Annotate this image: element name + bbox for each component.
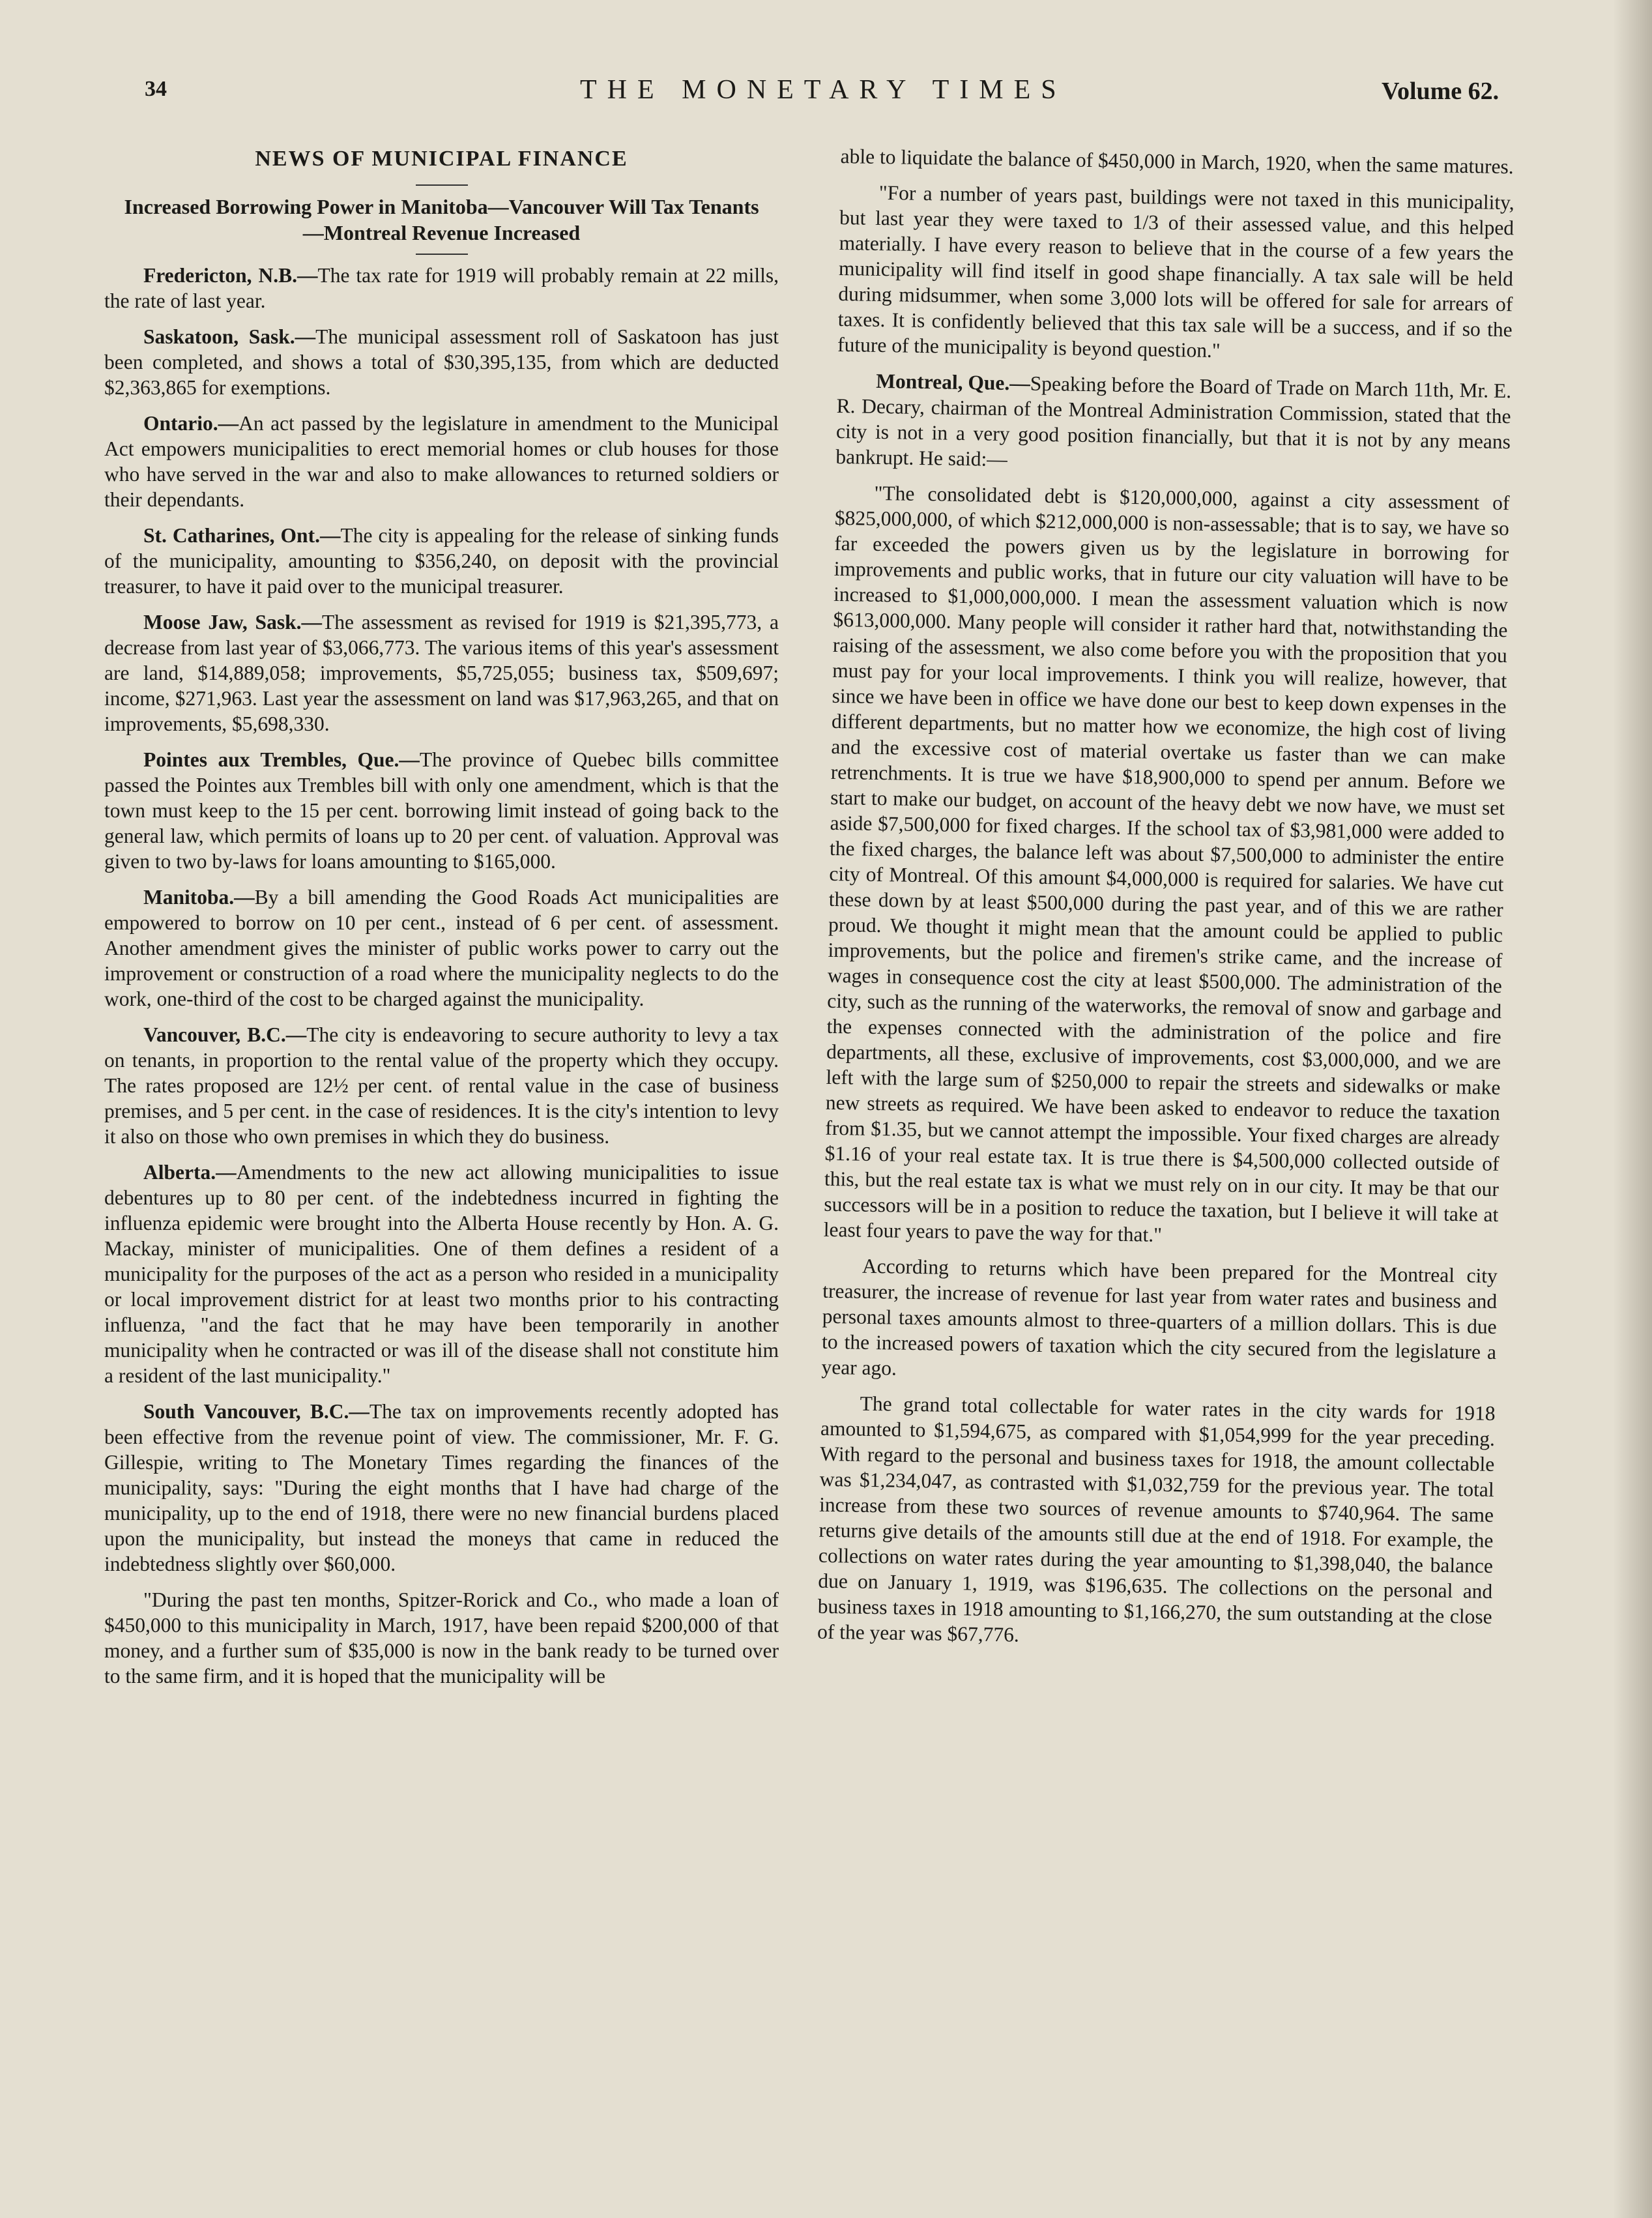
paragraph-text: Amendments to the new act allowing municipalities to issue debentures up to 80 per cent. of the indebtedness incurred in fighting the influenza epidemic were brought into the Alberta House recently by Hon. A. G. Mackay, minister of municipalities. One of them defines a resident of a municipality for the purposes of the act as a person who resided in a municipality or local improvement district for at least two months prior to his contracting influenza, "and the fact that he may have been temporarily in another municipality when he contracted or was ill of the disease shall not constitute him a resident of the last municipality." xyxy=(104,1161,779,1387)
place-heading: Fredericton, N.B.— xyxy=(143,264,318,287)
place-heading: Saskatoon, Sask.— xyxy=(143,325,316,348)
subtitle-divider xyxy=(416,254,468,255)
paragraph xyxy=(104,324,779,400)
place-heading: Ontario.— xyxy=(143,412,239,435)
paragraph-text: The municipal assessment roll of Saskatoon has just been completed, and shows a total of $30,395,135, from which are deducted $2,363,865 for exemptions. xyxy=(104,325,779,399)
place-heading: South Vancouver, B.C.— xyxy=(143,1400,370,1423)
place-heading: Manitoba.— xyxy=(143,886,255,909)
place-heading: Vancouver, B.C.— xyxy=(143,1023,307,1046)
paragraph-text: Speaking before the Board of Trade on March 11th, Mr. E. R. Decary, chairman of the Montreal Administration Commission, stated that the city is not in a very good position financially, but that it is not by any means bankrupt. He said:— xyxy=(835,372,1512,471)
paragraph-text: According to returns which have been prepared for the Montreal city treasurer, the increase of revenue for last year from water rates and business and personal taxes amounts almost to three-quarters of a million dollars. This is due to the increased powers of taxation which the city secured from the legislature a year ago. xyxy=(821,1254,1498,1380)
paragraph xyxy=(104,523,779,599)
article-subtitle: Increased Borrowing Power in Manitoba—Vancouver Will Tax Tenants—Montreal Revenue Increased xyxy=(124,195,759,244)
paragraph xyxy=(840,143,1514,179)
paragraph xyxy=(824,480,1510,1253)
paragraph xyxy=(817,1390,1496,1655)
page-number: 34 xyxy=(145,77,167,101)
paragraph xyxy=(835,368,1511,480)
paragraph xyxy=(104,1160,779,1388)
paragraph-text: The assessment as revised for 1919 is $21,395,773, a decrease from last year of $3,066,773. The various items of this year's assessment are land, $14,889,058; improvements, $5,725,055; business tax, $509,697; income, $271,963. Last year the assessment on land was $17,963,265, and that on improvements, $5,698,330. xyxy=(104,611,779,735)
paragraph-text: The city is endeavoring to secure authority to levy a tax on tenants, in proportion to the rental value of the property which they occupy. The rates proposed are 12½ per cent. of rental value in the case of business premises, and 5 per cent. in the case of residences. It is the city's intention to levy it also on those who own premises in which they do business. xyxy=(104,1023,779,1148)
paragraph xyxy=(104,747,779,874)
place-heading: Alberta.— xyxy=(143,1161,237,1184)
left-paragraphs xyxy=(104,263,779,1689)
paragraph-text: The province of Quebec bills committee passed the Pointes aux Trembles bill with only one amendment, which is that the town must keep to the 15 per cent. borrowing limit instead of going back to the general law, which permits of loans up to 20 per cent. of valuation. Approval was given to two by-laws for loans amounting to $165,000. xyxy=(104,748,779,873)
paragraph xyxy=(104,609,779,737)
paragraph-text: The tax rate for 1919 will probably remain at 22 mills, the rate of last year. xyxy=(104,264,779,312)
paragraph-text: An act passed by the legislature in amendment to the Municipal Act empowers municipalities to erect memorial homes or club houses for those who have served in the war and also to make allowances to returned soldiers or their dependants. xyxy=(104,412,779,511)
title-divider xyxy=(416,184,468,186)
paragraph xyxy=(104,411,779,512)
right-column xyxy=(817,143,1515,1665)
paragraph-text: The tax on improvements recently adopted has been effective from the revenue point of view. The commissioner, Mr. F. G. Gillespie, writing to The Monetary Times regarding the finances of the municipality, says: "During the eight months that I have had charge of the municipality, up to the end of 1918, there were no new financial burdens placed upon the municipality, but instead the moneys that came in reduced the indebtedness slightly over $60,000. xyxy=(104,1400,779,1575)
masthead: THE MONETARY TIMES xyxy=(580,75,1067,105)
paragraph xyxy=(104,884,779,1012)
volume-label: Volume 62. xyxy=(1382,78,1500,105)
paragraph xyxy=(104,1587,779,1689)
place-heading: Pointes aux Trembles, Que.— xyxy=(143,748,420,771)
paragraph xyxy=(821,1253,1498,1390)
paragraph xyxy=(837,179,1514,368)
place-heading: Montreal, Que.— xyxy=(876,369,1031,395)
right-paragraphs xyxy=(817,143,1515,1655)
paragraph-text: able to liquidate the balance of $450,000 in March, 1920, when the same matures. xyxy=(840,144,1514,179)
paragraph xyxy=(104,1399,779,1577)
paragraph-text: The city is appealing for the release of sinking funds of the municipality, amounting to $356,240, on deposit with the provincial treasurer, to have it paid over to the municipal treasurer. xyxy=(104,524,779,598)
paragraph-text: "The consolidated debt is $120,000,000, against a city assessment of $825,000,000, of which $212,000,000 is non-assessable; that is to say, we have so far exceeded the powers given us by the legislature in borrowing for improvements and public works, that in future our city valuation will have to be increased to $1,000,000,000. I mean the assessment valuation which is now $613,000,000. Many people will consider it rather hard that, notwithstanding the raising of the assessment, we also come before you with the proposition that you must pay for your local improvements. I think you will realize, however, that since we have been in office we have done our best to keep down expenses in the different departments, but no matter how we economize, the high cost of living and the excessive cost of material overtake us faster than we can make retrenchments. It is true we have $18,900,000 to spend per annum. Before we start to make our budget, on account of the heavy debt we now have, we must set aside $7,500,000 for fixed charges. If the school tax of $3,981,000 were added to the fixed charges, the balance left was about $7,500,000 to administer the entire city of Montreal. Of this amount $4,000,000 is required for salaries. We have cut these down by at least $500,000 during the past year, and of this we are rather proud. We thought it might mean that the amount could be applied to public improvements, but the police and firemen's strike came, and the increase of wages in consequence cost the city at least $500,000. The administration of the city, such as the running of the waterworks, the removal of snow and garbage and the expenses connected with the administration of the police and fire departments, all these, exclusive of improvements, cost $3,000,000, and we are left with the large sum of $250,000 to repair the streets and sidewalks or make new streets as required. We have been asked to endeavor to reduce the taxation from $1.35, but we cannot attempt the impossible. Your fixed charges are already $1.16 of your real estate tax. It is true there is $4,500,000 collected outside of this, but the real estate tax is what we must rely on in our city. It may be that our successors will be in a position to reduce the taxation, but I believe it will take at least four years to pave the way for that." xyxy=(823,481,1510,1246)
paragraph-text: "For a number of years past, buildings were not taxed in this municipality, but last year they were taxed to 1/3 of their assessed value, and this helped materially. I have every reason to believe that in the course of a few years the municipality will find itself in good shape financially. A tax sale will be held during midsummer, when some 3,000 lots will be offered for sale for arrears of taxes. It is confidently believed that this tax sale will be a success, and if so the future of the municipality is beyond question." xyxy=(837,181,1514,362)
place-heading: Moose Jaw, Sask.— xyxy=(143,611,322,634)
paragraph xyxy=(104,1022,779,1149)
place-heading: St. Catharines, Ont.— xyxy=(143,524,341,547)
paragraph xyxy=(104,263,779,314)
paragraph-text: By a bill amending the Good Roads Act municipalities are empowered to borrow on 10 per cent., instead of 6 per cent. of assessment. Another amendment gives the minister of public works power to carry out the improvement or construction of a road where the municipality neglects to do the work, one-third of the cost to be charged against the municipality. xyxy=(104,886,779,1010)
left-column xyxy=(104,143,779,1699)
paragraph-text: "During the past ten months, Spitzer-Rorick and Co., who made a loan of $450,000 to this municipality in March, 1917, have been repaid $200,000 of that money, and a further sum of $35,000 is now in the bank ready to be turned over to the same firm, and it is hoped that the municipality will be xyxy=(104,1588,779,1687)
article-title: NEWS OF MUNICIPAL FINANCE xyxy=(255,147,628,171)
paragraph-text: The grand total collectable for water rates in the city wards for 1918 amounted to $1,594,675, as compared with $1,054,999 for the year preceding. With regard to the personal and business taxes for 1918, the amount collectable was $1,234,047, as contrasted with $1,032,759 for the previous year. The total increase from these two sources of revenue amounts to $740,964. The same returns give details of the amounts still due at the end of 1918. For example, the collections on water rates during the year amounting to $1,398,040, the balance due on January 1, 1919, was $196,635. The collections on the personal and business taxes in 1918 amounting to $1,166,270, the sum outstanding at the close of the year was $67,776. xyxy=(817,1392,1496,1646)
